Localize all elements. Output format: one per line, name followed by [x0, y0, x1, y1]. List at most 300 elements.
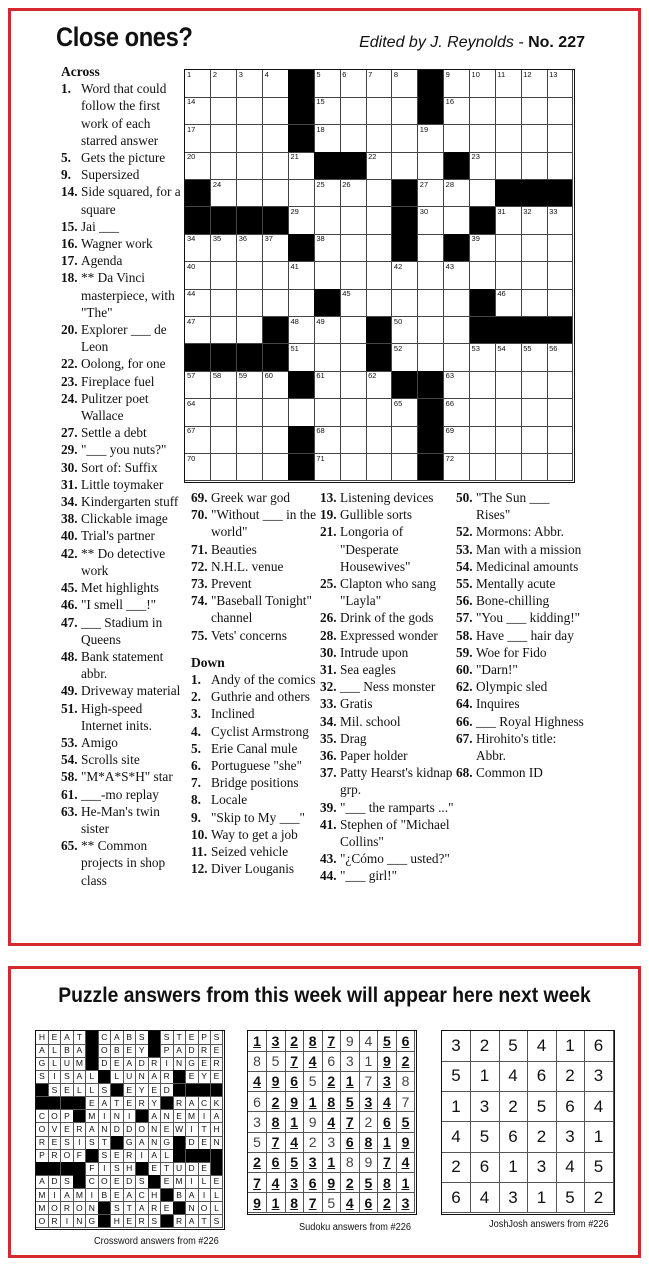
answer-cell: 5: [585, 1152, 614, 1183]
grid-cell[interactable]: [340, 454, 366, 482]
grid-cell[interactable]: [547, 426, 573, 454]
cell-number: 18: [316, 124, 325, 134]
grid-cell[interactable]: [392, 70, 418, 98]
cell-number: 4: [264, 70, 269, 79]
grid-cell[interactable]: [521, 207, 547, 235]
grid-cell[interactable]: [418, 207, 444, 235]
answer-cell: L: [211, 1202, 224, 1216]
grid-cell[interactable]: [495, 97, 521, 125]
grid-cell[interactable]: [366, 426, 392, 454]
grid-cell[interactable]: [314, 262, 340, 290]
clue-item: [61, 355, 183, 372]
cell-number: 47: [187, 316, 196, 326]
grid-cell[interactable]: [237, 180, 263, 208]
answer-cell: 6: [359, 1193, 378, 1214]
grid-cell[interactable]: [547, 207, 573, 235]
grid-cell[interactable]: [470, 454, 496, 482]
grid-cell[interactable]: [237, 317, 263, 345]
clue-item: [191, 809, 319, 826]
grid-cell[interactable]: [521, 399, 547, 427]
grid-cell[interactable]: [444, 262, 470, 290]
clue-text: Jai ___: [81, 218, 120, 234]
grid-block: [340, 152, 366, 180]
grid-block: [288, 70, 314, 98]
grid-cell[interactable]: [392, 152, 418, 180]
grid-cell[interactable]: [314, 317, 340, 345]
cell-number: 39: [471, 234, 480, 244]
grid-cell[interactable]: [392, 399, 418, 427]
grid-cell[interactable]: [521, 97, 547, 125]
grid-cell[interactable]: [263, 262, 289, 290]
answer-cell: 8: [322, 1092, 341, 1113]
grid-cell[interactable]: [340, 234, 366, 262]
grid-cell[interactable]: [495, 70, 521, 98]
grid-cell[interactable]: [314, 426, 340, 454]
cell-number: 6: [342, 70, 347, 79]
grid-cell[interactable]: [314, 70, 340, 98]
clue-item: [61, 390, 183, 424]
grid-cell[interactable]: [521, 262, 547, 290]
answer-cell: 1: [528, 1183, 557, 1214]
grid-cell[interactable]: [340, 262, 366, 290]
cell-number: 68: [316, 426, 325, 436]
grid-cell[interactable]: [470, 344, 496, 372]
answer-cell: C: [136, 1189, 149, 1203]
grid-cell[interactable]: [444, 454, 470, 482]
answer-cell: S: [98, 1149, 111, 1163]
grid-cell[interactable]: [521, 454, 547, 482]
clue-text: "Darn!": [476, 662, 518, 678]
grid-cell[interactable]: [418, 289, 444, 317]
grid-cell[interactable]: [263, 371, 289, 399]
grid-cell[interactable]: [392, 317, 418, 345]
grid-cell[interactable]: [470, 234, 496, 262]
cell-number: 27: [419, 179, 429, 189]
grid-cell[interactable]: [237, 289, 263, 317]
clue-number: 56.: [456, 593, 473, 609]
grid-cell[interactable]: [444, 125, 470, 153]
answer-cell: L: [48, 1057, 61, 1071]
grid-cell[interactable]: [211, 317, 237, 345]
answer-cell: 3: [471, 1092, 500, 1123]
grid-cell[interactable]: [366, 152, 392, 180]
clue-text: Way to get a job: [211, 826, 298, 842]
grid-cell[interactable]: [340, 344, 366, 372]
clue-item: [191, 723, 319, 740]
clue-text: Trial's partner: [81, 528, 155, 544]
answer-cell: E: [48, 1031, 61, 1045]
answer-cell: P: [198, 1031, 211, 1045]
cell-number: 43: [445, 261, 454, 271]
grid-cell[interactable]: [211, 180, 237, 208]
clue-item: [320, 816, 454, 850]
answer-cell: E: [198, 1136, 211, 1150]
clue-text: Mil. school: [340, 713, 401, 729]
grid-cell[interactable]: [340, 399, 366, 427]
grid-cell[interactable]: [211, 371, 237, 399]
grid-cell[interactable]: [470, 426, 496, 454]
grid-cell[interactable]: [366, 399, 392, 427]
grid-cell[interactable]: [470, 97, 496, 125]
answer-cell: G: [186, 1057, 199, 1071]
grid-cell[interactable]: [340, 371, 366, 399]
grid-cell[interactable]: [521, 152, 547, 180]
grid-cell[interactable]: [288, 317, 314, 345]
grid-cell[interactable]: [340, 289, 366, 317]
cell-number: 2: [212, 70, 218, 79]
cell-number: 45: [342, 289, 351, 299]
clue-item: [61, 596, 183, 613]
grid-cell[interactable]: [392, 97, 418, 125]
grid-cell[interactable]: [366, 262, 392, 290]
cell-number: 69: [445, 426, 454, 436]
grid-cell[interactable]: [185, 125, 211, 153]
grid-cell[interactable]: [185, 317, 211, 345]
grid-cell[interactable]: [470, 262, 496, 290]
grid-cell[interactable]: [521, 234, 547, 262]
cell-number: 58: [212, 371, 222, 381]
grid-cell[interactable]: [366, 70, 392, 98]
grid-cell[interactable]: [495, 125, 521, 153]
answer-cell: 3: [585, 1061, 614, 1092]
clue-item: [320, 489, 454, 506]
clue-number: 55.: [456, 576, 473, 592]
grid-cell[interactable]: [237, 97, 263, 125]
grid-cell[interactable]: [521, 344, 547, 372]
grid-cell[interactable]: [237, 371, 263, 399]
grid-cell[interactable]: [340, 125, 366, 153]
grid-cell[interactable]: [547, 344, 573, 372]
answer-cell: H: [123, 1162, 136, 1176]
answer-cell: T: [73, 1031, 86, 1045]
grid-cell[interactable]: [521, 289, 547, 317]
answer-cell: 3: [359, 1092, 378, 1113]
grid-cell[interactable]: [495, 289, 521, 317]
clue-text: Bone-chilling: [476, 593, 550, 609]
grid-cell[interactable]: [263, 152, 289, 180]
grid-cell[interactable]: [495, 234, 521, 262]
grid-cell[interactable]: [444, 70, 470, 98]
grid-cell[interactable]: [470, 399, 496, 427]
answer-cell: 5: [285, 1152, 304, 1173]
grid-cell[interactable]: [444, 317, 470, 345]
clue-text: Woe for Fido: [476, 644, 547, 660]
grid-cell[interactable]: [366, 180, 392, 208]
grid-cell[interactable]: [185, 97, 211, 125]
grid-cell[interactable]: [288, 262, 314, 290]
answer-cell: O: [98, 1175, 111, 1189]
grid-cell[interactable]: [211, 97, 237, 125]
grid-cell[interactable]: [237, 234, 263, 262]
answer-cell: 1: [267, 1193, 286, 1214]
grid-cell[interactable]: [340, 70, 366, 98]
clue-number: 1.: [61, 81, 71, 97]
grid-cell[interactable]: [495, 454, 521, 482]
grid-cell[interactable]: [211, 234, 237, 262]
grid-cell[interactable]: [444, 207, 470, 235]
grid-cell[interactable]: [263, 180, 289, 208]
grid-cell[interactable]: [211, 399, 237, 427]
answer-cell: 6: [304, 1173, 323, 1194]
clue-item: [320, 747, 454, 764]
grid-cell[interactable]: [470, 371, 496, 399]
grid-block: [418, 399, 444, 427]
grid-cell[interactable]: [366, 207, 392, 235]
grid-cell[interactable]: [185, 152, 211, 180]
answer-cell: E: [161, 1202, 174, 1216]
crossword-grid[interactable]: [184, 69, 575, 483]
grid-cell[interactable]: [366, 371, 392, 399]
answer-cell: N: [86, 1202, 99, 1216]
clue-number: 33.: [320, 696, 337, 712]
answer-cell: 7: [378, 1152, 397, 1173]
answer-cell: T: [111, 1097, 124, 1111]
grid-cell[interactable]: [263, 125, 289, 153]
grid-cell[interactable]: [392, 289, 418, 317]
cell-number: 71: [316, 453, 325, 463]
answer-cell: B: [111, 1044, 124, 1058]
grid-cell[interactable]: [392, 454, 418, 482]
answer-cell: E: [211, 1044, 224, 1058]
answer-cell: L: [198, 1175, 211, 1189]
grid-cell[interactable]: [340, 180, 366, 208]
grid-cell[interactable]: [263, 454, 289, 482]
grid-cell[interactable]: [211, 454, 237, 482]
grid-cell[interactable]: [495, 399, 521, 427]
grid-cell[interactable]: [418, 125, 444, 153]
answer-cell: I: [186, 1175, 199, 1189]
clue-text: Word that could follow the first work of each starred answer: [81, 81, 167, 148]
grid-cell[interactable]: [314, 207, 340, 235]
answer-cell: P: [161, 1044, 174, 1058]
grid-cell[interactable]: [470, 152, 496, 180]
grid-cell[interactable]: [418, 344, 444, 372]
grid-cell[interactable]: [444, 97, 470, 125]
grid-cell[interactable]: [288, 152, 314, 180]
grid-cell[interactable]: [495, 426, 521, 454]
grid-cell[interactable]: [185, 426, 211, 454]
grid-cell[interactable]: [211, 262, 237, 290]
grid-cell[interactable]: [340, 317, 366, 345]
grid-cell[interactable]: [366, 97, 392, 125]
clue-number: 11.: [191, 844, 207, 860]
answer-cell: T: [98, 1136, 111, 1150]
cell-number: 29: [290, 207, 299, 216]
grid-cell[interactable]: [263, 289, 289, 317]
answer-block: [73, 1110, 86, 1124]
grid-cell[interactable]: [263, 234, 289, 262]
answer-block: [161, 1189, 174, 1203]
answer-block: [211, 1084, 224, 1098]
grid-cell[interactable]: [211, 426, 237, 454]
grid-cell[interactable]: [547, 262, 573, 290]
answer-cell: L: [161, 1149, 174, 1163]
clue-item: [320, 730, 454, 747]
grid-cell[interactable]: [237, 399, 263, 427]
grid-cell[interactable]: [521, 371, 547, 399]
grid-cell[interactable]: [314, 344, 340, 372]
grid-cell[interactable]: [547, 289, 573, 317]
answer-cell: 4: [248, 1071, 267, 1092]
clue-number: 22.: [61, 356, 78, 372]
grid-cell[interactable]: [288, 207, 314, 235]
answer-cell: 9: [285, 1092, 304, 1113]
answer-cell: 8: [341, 1152, 360, 1173]
grid-block: [444, 152, 470, 180]
grid-cell[interactable]: [521, 426, 547, 454]
answer-cell: S: [111, 1162, 124, 1176]
grid-cell[interactable]: [263, 97, 289, 125]
answer-cell: R: [36, 1136, 49, 1150]
answer-cell: C: [86, 1175, 99, 1189]
clue-item: [61, 545, 183, 579]
grid-cell[interactable]: [547, 70, 573, 98]
grid-cell[interactable]: [392, 262, 418, 290]
answer-cell: 5: [322, 1193, 341, 1214]
grid-cell[interactable]: [547, 234, 573, 262]
grid-cell[interactable]: [366, 454, 392, 482]
answer-cell: A: [186, 1189, 199, 1203]
grid-cell[interactable]: [418, 317, 444, 345]
grid-cell[interactable]: [470, 180, 496, 208]
clue-number: 4.: [191, 723, 201, 739]
grid-cell[interactable]: [470, 125, 496, 153]
answer-cell: 1: [556, 1031, 585, 1062]
clue-item: [456, 609, 586, 626]
grid-cell[interactable]: [263, 426, 289, 454]
grid-block: [418, 371, 444, 399]
clue-text: "¿Cómo ___ usted?": [340, 851, 450, 867]
grid-cell[interactable]: [547, 152, 573, 180]
grid-cell[interactable]: [340, 426, 366, 454]
grid-cell[interactable]: [314, 454, 340, 482]
down-header: Down: [191, 654, 225, 670]
grid-cell[interactable]: [185, 262, 211, 290]
grid-cell[interactable]: [547, 454, 573, 482]
grid-cell[interactable]: [444, 371, 470, 399]
grid-cell[interactable]: [366, 125, 392, 153]
grid-cell[interactable]: [521, 125, 547, 153]
cell-number: 35: [212, 234, 222, 244]
answer-cell: 6: [341, 1132, 360, 1153]
clue-item: [456, 489, 586, 523]
grid-cell[interactable]: [366, 234, 392, 262]
answer-cell: U: [173, 1162, 186, 1176]
grid-cell[interactable]: [211, 152, 237, 180]
grid-cell[interactable]: [237, 426, 263, 454]
answer-cell: N: [161, 1110, 174, 1124]
grid-cell[interactable]: [366, 289, 392, 317]
answer-cell: M: [86, 1110, 99, 1124]
cell-number: 24: [212, 179, 222, 189]
grid-cell[interactable]: [237, 70, 263, 98]
grid-cell[interactable]: [495, 152, 521, 180]
grid-cell[interactable]: [444, 426, 470, 454]
grid-cell[interactable]: [185, 454, 211, 482]
answer-cell: N: [98, 1123, 111, 1137]
answer-cell: S: [161, 1031, 174, 1045]
grid-cell[interactable]: [418, 152, 444, 180]
grid-cell[interactable]: [314, 234, 340, 262]
grid-cell[interactable]: [547, 399, 573, 427]
answer-block: [86, 1044, 99, 1058]
clue-number: 29.: [61, 442, 78, 458]
grid-cell[interactable]: [340, 97, 366, 125]
grid-cell[interactable]: [314, 125, 340, 153]
grid-cell[interactable]: [314, 97, 340, 125]
grid-cell[interactable]: [418, 262, 444, 290]
grid-cell[interactable]: [237, 262, 263, 290]
grid-cell[interactable]: [340, 207, 366, 235]
grid-cell[interactable]: [547, 125, 573, 153]
grid-cell[interactable]: [470, 70, 496, 98]
grid-cell[interactable]: [547, 97, 573, 125]
answer-cell: 4: [528, 1031, 557, 1062]
answer-cell: U: [123, 1070, 136, 1084]
grid-cell[interactable]: [495, 371, 521, 399]
grid-cell[interactable]: [185, 399, 211, 427]
clue-text: N.H.L. venue: [211, 558, 284, 574]
grid-cell[interactable]: [237, 152, 263, 180]
grid-cell[interactable]: [211, 125, 237, 153]
answer-cell: A: [148, 1149, 161, 1163]
grid-cell[interactable]: [392, 426, 418, 454]
clue-text: Mormons: Abbr.: [476, 524, 564, 540]
grid-cell[interactable]: [288, 344, 314, 372]
cell-number: 1: [187, 70, 192, 79]
grid-cell[interactable]: [392, 125, 418, 153]
grid-cell[interactable]: [263, 399, 289, 427]
clue-item: [61, 682, 183, 699]
grid-cell[interactable]: [185, 234, 211, 262]
grid-cell[interactable]: [314, 371, 340, 399]
grid-cell[interactable]: [495, 344, 521, 372]
answer-block: [73, 1162, 86, 1176]
answer-cell: 6: [556, 1092, 585, 1123]
grid-cell[interactable]: [521, 70, 547, 98]
grid-cell[interactable]: [263, 70, 289, 98]
grid-cell[interactable]: [418, 180, 444, 208]
grid-block: [392, 234, 418, 262]
grid-cell[interactable]: [392, 344, 418, 372]
grid-cell[interactable]: [444, 344, 470, 372]
grid-cell[interactable]: [495, 262, 521, 290]
grid-cell[interactable]: [288, 180, 314, 208]
grid-cell[interactable]: [495, 207, 521, 235]
grid-cell[interactable]: [547, 371, 573, 399]
grid-cell[interactable]: [444, 399, 470, 427]
grid-cell[interactable]: [185, 70, 211, 98]
grid-cell[interactable]: [185, 289, 211, 317]
grid-cell[interactable]: [418, 234, 444, 262]
grid-cell[interactable]: [444, 289, 470, 317]
cell-number: 20: [187, 152, 196, 162]
grid-cell[interactable]: [314, 399, 340, 427]
grid-cell[interactable]: [444, 180, 470, 208]
grid-cell[interactable]: [211, 289, 237, 317]
clue-number: 66.: [456, 713, 473, 729]
cell-number: 13: [549, 70, 558, 79]
grid-cell[interactable]: [288, 289, 314, 317]
grid-cell[interactable]: [185, 371, 211, 399]
grid-cell[interactable]: [211, 70, 237, 98]
grid-cell[interactable]: [237, 125, 263, 153]
cell-number: 36: [238, 234, 248, 244]
answer-cell: 6: [396, 1031, 415, 1052]
grid-cell[interactable]: [314, 180, 340, 208]
grid-cell[interactable]: [237, 454, 263, 482]
grid-cell[interactable]: [288, 399, 314, 427]
